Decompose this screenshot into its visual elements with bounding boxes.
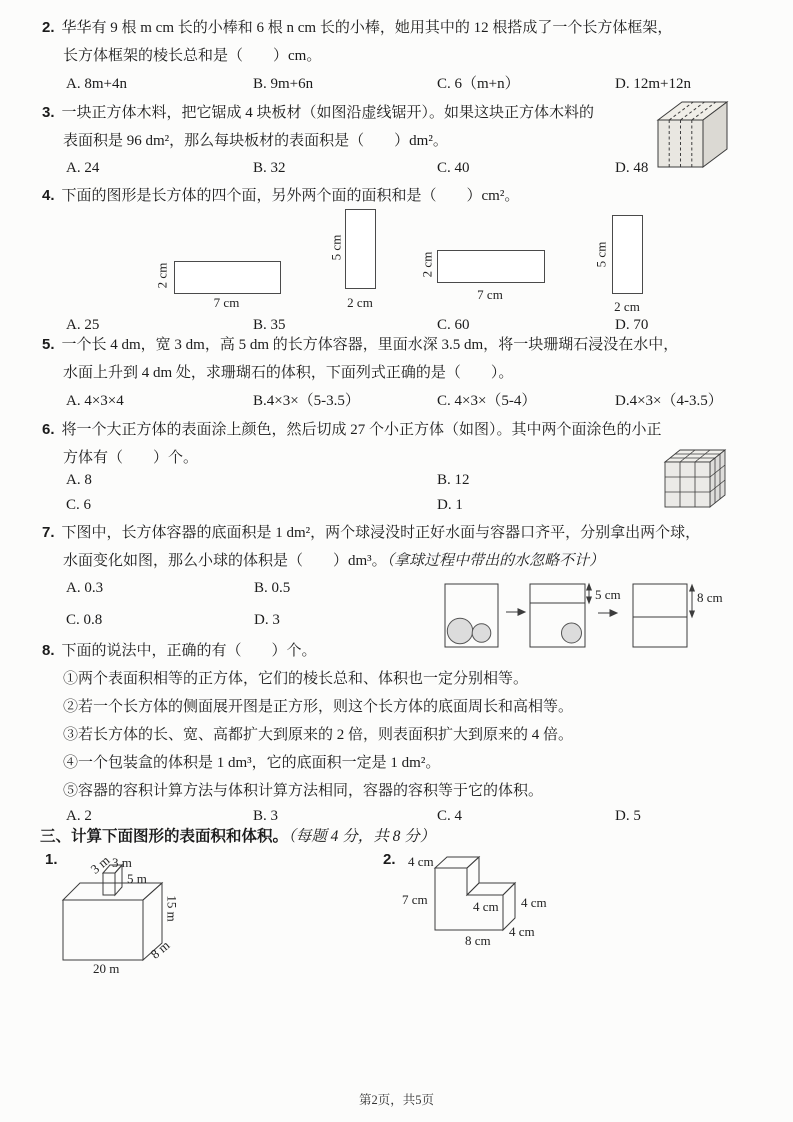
fig2-middle-4cm-label: 4 cm	[473, 899, 499, 914]
fig1-height-15m-label: 15 m	[164, 895, 180, 922]
q3-cube-sawed-figure	[653, 98, 733, 172]
q7-text1: 下图中，长方体容器的底面积是 1 dm²，两个球浸没时正好水面与容器口齐平，分别拿出两个球，	[61, 525, 701, 541]
q6-option-d: D. 1	[437, 497, 463, 513]
q6-rubik-cube-figure	[662, 448, 730, 510]
q7-containers-figure	[440, 578, 700, 653]
q3-option-c: C. 40	[437, 160, 470, 176]
q4-face1-side-label: 2 cm	[154, 262, 170, 289]
q2-text1: 华华有 9 根 m cm 长的小棒和 6 根 n cm 长的小棒，她用其中的 12 根搭成了一个长方体框架，	[61, 20, 673, 36]
q2-option-a: A. 8m+4n	[66, 76, 127, 92]
q7-dim-5cm-label: 5 cm	[595, 587, 621, 602]
q4-option-d: D. 70	[615, 317, 649, 333]
q5-line2: 水面上升到 4 dm 处，求珊瑚石的体积，下面列式正确的是（ ）。	[63, 365, 514, 381]
fig2-number: 2.	[383, 851, 396, 868]
fig2-bottom-8cm-label: 8 cm	[465, 933, 491, 948]
q4-line1	[42, 186, 519, 206]
q5-option-d: D.4×3×（4-3.5）	[615, 393, 723, 409]
q5-option-a: A. 4×3×4	[66, 393, 124, 409]
q4-face3-side-label: 2 cm	[419, 251, 435, 278]
q5-option-b: B.4×3×（5-3.5）	[253, 393, 360, 409]
fig2-depth-4cm-label: 4 cm	[509, 924, 535, 939]
q4-face2-bottom-label: 2 cm	[347, 295, 373, 310]
section3-points-note: （每题 4 分，共 8 分）	[288, 828, 436, 845]
q5-number: 5.	[42, 336, 55, 353]
q5-line1	[42, 335, 678, 355]
q6-text1: 将一个大正方体的表面涂上颜色，然后切成 27 个小正方体（如图）。其中两个面涂色的小正	[61, 422, 662, 438]
fig1-width-20m-label: 20 m	[93, 961, 120, 976]
q4-face1-rect	[174, 261, 281, 294]
section3-heading	[40, 824, 435, 846]
q2-option-d: D. 12m+12n	[615, 76, 691, 92]
q7-line2	[63, 551, 604, 571]
fig1-depth-8m-label: 8 m	[147, 937, 173, 962]
q4-face4-rect	[612, 215, 643, 294]
q7-line1	[42, 523, 700, 543]
q4-face2-side-label: 5 cm	[328, 234, 344, 261]
q7-option-a: A. 0.3	[66, 580, 104, 596]
q2-number: 2.	[42, 19, 55, 36]
q7-option-b: B. 0.5	[254, 580, 291, 596]
q3-option-d: D. 48	[615, 160, 649, 176]
q8-statement-4: ④一个包装盒的体积是 1 dm³，它的底面积一定是 1 dm²。	[63, 755, 441, 771]
q8-statement-5: ⑤容器的容积计算方法与体积计算方法相同，容器的容积等于它的体积。	[63, 783, 544, 799]
q4-option-b: B. 35	[253, 317, 286, 333]
q4-face4-bottom-label: 2 cm	[614, 299, 640, 314]
fig1-width-3m-label: 3 m	[112, 855, 132, 870]
q7-option-c: C. 0.8	[66, 612, 103, 628]
fig2-left-7cm-label: 7 cm	[402, 892, 428, 907]
page-footer: 第2页，共5页	[358, 1093, 434, 1107]
q5-text1: 一个长 4 dm，宽 3 dm，高 5 dm 的长方体容器，里面水深 3.5 dm，将一块珊瑚石浸没在水中，	[61, 337, 679, 353]
q4-face3-rect	[437, 250, 545, 283]
q8-option-c: C. 4	[437, 808, 463, 824]
q8-statement-1: ①两个表面积相等的正方体，它们的棱长总和、体积也一定分别相等。	[63, 671, 529, 687]
fig2-top-4cm-label: 4 cm	[408, 854, 434, 869]
q3-line1	[42, 103, 594, 123]
q4-number: 4.	[42, 187, 55, 204]
q4-face4-side-label: 5 cm	[593, 241, 609, 268]
fig2-right-4cm-label: 4 cm	[521, 895, 547, 910]
q4-option-c: C. 60	[437, 317, 470, 333]
q2-option-c: C. 6（m+n）	[437, 76, 520, 92]
q3-number: 3.	[42, 104, 55, 121]
fig1-depth-3m-label: 3 m	[87, 852, 113, 877]
section3-title: 三、计算下面图形的表面积和体积。	[40, 828, 289, 845]
q6-line2: 方体有（ ）个。	[63, 450, 199, 466]
q3-option-a: A. 24	[66, 160, 100, 176]
q6-option-b: B. 12	[437, 472, 470, 488]
q4-face3-bottom-label: 7 cm	[477, 287, 503, 302]
q6-option-a: A. 8	[66, 472, 92, 488]
q7-number: 7.	[42, 524, 55, 541]
q8-text1: 下面的说法中，正确的有（ ）个。	[61, 643, 317, 659]
q6-line1	[42, 420, 662, 440]
q4-option-a: A. 25	[66, 317, 100, 333]
fig1-height-5m-label: 5 m	[127, 871, 147, 886]
q7-text2: 水面变化如图，那么小球的体积是（ ）dm³。	[63, 553, 387, 569]
q3-option-b: B. 32	[253, 160, 286, 176]
q2-line2: 长方体框架的棱长总和是（ ）cm。	[63, 48, 322, 64]
q3-text1: 一块正方体木料，把它锯成 4 块板材（如图沿虚线锯开）。如果这块正方体木料的	[61, 105, 595, 121]
q8-statement-2: ②若一个长方体的侧面展开图是正方形，则这个长方体的底面周长和高相等。	[63, 699, 574, 715]
q7-dim-8cm-label: 8 cm	[697, 590, 723, 605]
q8-number: 8.	[42, 642, 55, 659]
q4-face1-bottom-label: 7 cm	[213, 295, 240, 310]
q5-option-c: C. 4×3×（5-4）	[437, 393, 537, 409]
fig1-number: 1.	[45, 851, 58, 868]
q7-option-d: D. 3	[254, 612, 280, 628]
q8-line1	[42, 641, 317, 661]
q3-line2: 表面积是 96 dm²，那么每块板材的表面积是（ ）dm²。	[63, 133, 448, 149]
q4-text1: 下面的图形是长方体的四个面，另外两个面的面积和是（ ）cm²。	[61, 188, 520, 204]
q8-statement-3: ③若长方体的长、宽、高都扩大到原来的 2 倍，则表面积扩大到原来的 4 倍。	[63, 727, 574, 743]
q8-option-a: A. 2	[66, 808, 92, 824]
q7-note: （拿球过程中带出的水忽略不计）	[386, 553, 605, 569]
q8-option-b: B. 3	[253, 808, 279, 824]
q4-face2-rect	[345, 209, 376, 289]
q2-option-b: B. 9m+6n	[253, 76, 314, 92]
q2-line1	[42, 18, 672, 38]
q8-option-d: D. 5	[615, 808, 641, 824]
q6-option-c: C. 6	[66, 497, 92, 513]
q6-number: 6.	[42, 421, 55, 438]
